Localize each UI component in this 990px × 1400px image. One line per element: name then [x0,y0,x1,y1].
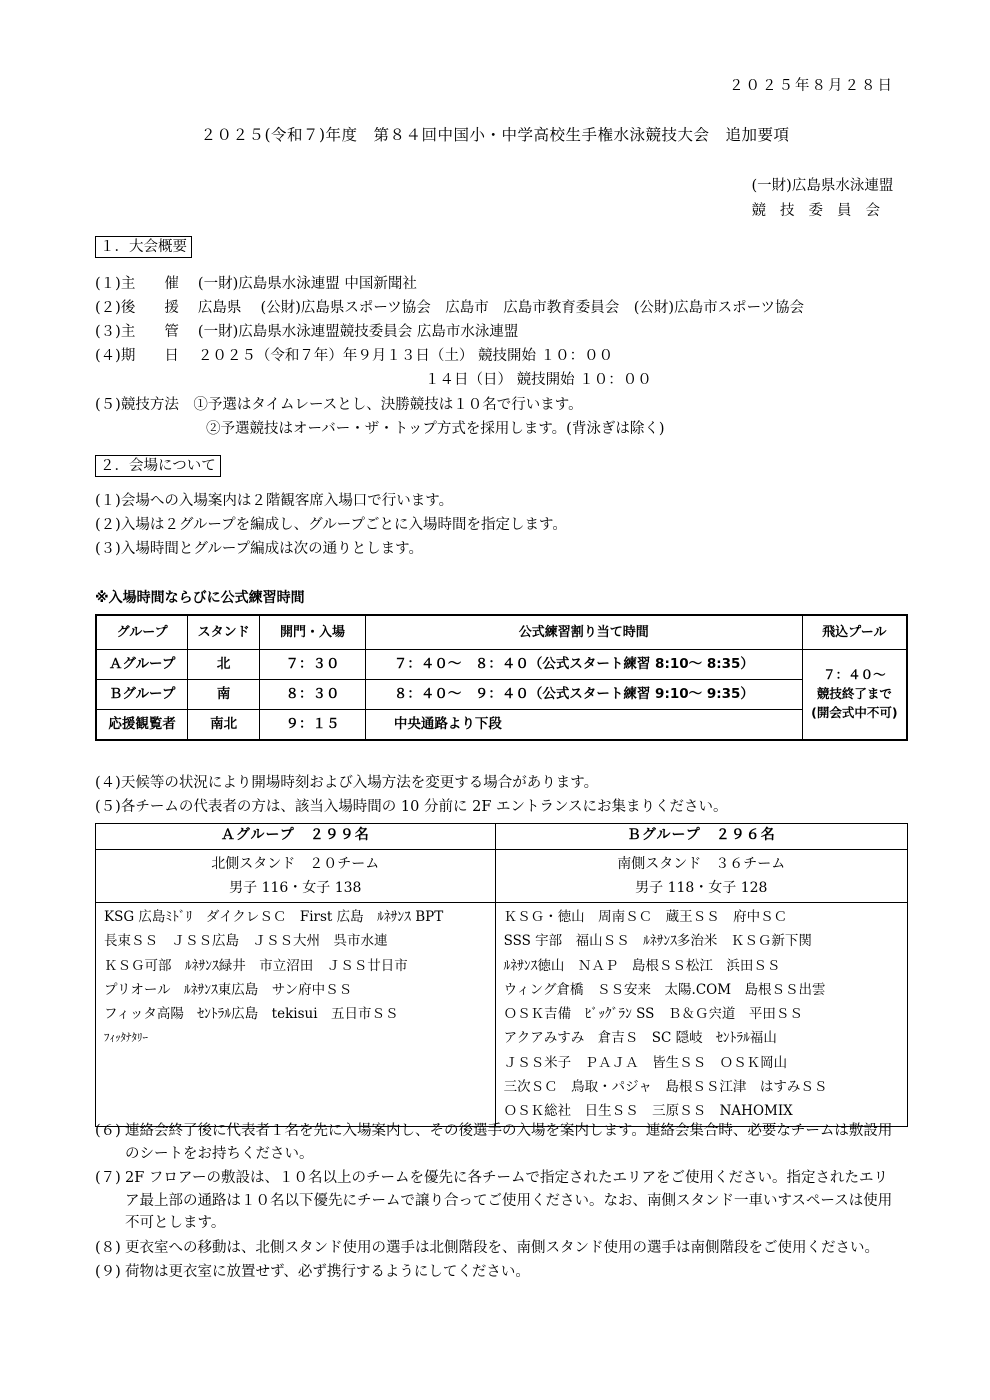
overview-line-4: (４)期 日 ２０２５（令和７年）年９月１３日（土） 競技開始 １０：００ [95,348,614,364]
group-table [95,823,908,1127]
group-a-teams [96,903,496,1127]
list-item: ﾌｨｯﾀﾅﾀﾘｰ [104,1031,148,1045]
note-6-num: (６) [95,1123,121,1139]
list-item: ﾙﾈｻﾝｽ徳山 ＮＡＰ 島根ＳＳ松江 浜田ＳＳ [503,957,781,974]
table-row [96,680,907,710]
note-7 [95,1167,900,1235]
header-group: グループ [96,615,188,650]
list-item: ＯＳＫ吉備 ﾋﾞｯｸﾞﾗﾝ SS Ｂ＆Ｇ宍道 平田ＳＳ [503,1006,803,1023]
row-spectator-group: 応援観覧者 [96,710,188,741]
row-spectator-entry: ９：１５ [260,710,366,741]
row-b-group: Ｂグループ [96,680,188,710]
schedule-header-row [96,615,907,650]
row-spectator-practice: 中央通路より下段 [365,710,802,741]
pool-cell [802,650,907,741]
venue-line-2: (２)入場は２グループを編成し、グループごとに入場時間を指定します。 [95,517,567,533]
group-a-summary [96,850,496,903]
group-a-count: 男子 116・女子 138 [229,880,362,896]
pool-start: ７：４０～ [823,667,886,683]
group-a-stand: 北側スタンド ２０チーム [211,856,380,872]
overview-line-1: (１)主 催 (一財)広島県水泳連盟 中国新聞社 [95,276,417,292]
overview-line-6: (５)競技方法 ①予選はタイムレースとし、決勝競技は１０名で行います。 [95,397,583,413]
row-spectator-stand: 南北 [188,710,260,741]
organizer-name: (一財)広島県水泳連盟 [751,178,894,194]
row-a-group: Ａグループ [96,650,188,680]
overview-line-2: (２)後 援 広島県 (公財)広島県スポーツ協会 広島市 広島市教育委員会 (公財)広島市スポーツ協会 [95,300,804,316]
end-notes [95,1120,900,1284]
list-item: SSS 宇部 福山ＳＳ ﾙﾈｻﾝｽ多治米 ＫＳＧ新下関 [503,933,812,950]
header-practice: 公式練習割り当て時間 [365,615,802,650]
overview-line-7: ②予選競技はオーバー・ザ・トップ方式を採用します。(背泳ぎは除く) [206,421,665,437]
list-item: ＪＳＳ米子 ＰＡＪＡ 皆生ＳＳ ＯＳＫ岡山 [503,1054,788,1071]
group-b-summary [495,850,907,903]
row-a-entry: ７：３０ [260,650,366,680]
row-b-practice: ８：４０～ ９：４０（公式スタート練習 9:10～ 9:35） [365,680,802,710]
section2-heading: ２．会場について [95,455,221,477]
organizer-committee: 競技委員会 [751,203,894,219]
list-item: ウィング倉橋 ＳＳ安来 太陽.COM 島根ＳＳ出雲 [503,981,826,998]
note-9-num: (９) [95,1264,121,1280]
list-item: ＯＳＫ総社 日生ＳＳ 三原ＳＳ NAHOMIX [503,1103,793,1120]
list-item: ＫＳＧ・徳山 周南ＳＣ 蔵王ＳＳ 府中ＳＣ [503,909,788,925]
note-7-text: 2F フロアーの敷設は、１０名以上のチームを優先に各チームで指定されたエリアをご使用ください。指定されたエリア最上部の通路は１０名以下優先にチームで譲り合ってご使用ください。なお、南側スタンド一車いすスペースは使用不可とします。 [125,1170,893,1231]
pool-note: (開会式中不可) [811,704,898,720]
group-b-title: Ｂグループ ２９６名 [495,824,907,850]
organizer-block [752,178,895,228]
pool-until: 競技終了まで [816,686,892,702]
note-6 [95,1120,900,1165]
list-item: フィッタ高陽 ｾﾝﾄﾗﾙ広島 tekisui 五日市ＳＳ [104,1006,399,1023]
row-a-practice: ７：４０～ ８：４０（公式スタート練習 8:10～ 8:35） [365,650,802,680]
row-b-entry: ８：３０ [260,680,366,710]
venue-line-1: (１)会場への入場案内は２階観客席入場口で行います。 [95,493,454,509]
group-a-title: Ａグループ ２９９名 [96,824,496,850]
row-a-stand: 北 [188,650,260,680]
list-item: 三次ＳＣ 鳥取・パジャ 島根ＳＳ江津 はすみＳＳ [503,1079,828,1096]
overview-line-3: (３)主 管 (一財)広島県水泳連盟競技委員会 広島市水泳連盟 [95,324,519,340]
section1-heading: １．大会概要 [95,236,192,258]
table-row [96,710,907,741]
schedule-heading: ※入場時間ならびに公式練習時間 [95,590,305,606]
group-b-count: 男子 118・女子 128 [635,880,768,896]
overview-line-5: １４日（日） 競技開始 １０：００ [425,372,652,388]
group-b-teams [495,903,907,1127]
note-8 [95,1237,900,1260]
header-stand: スタンド [188,615,260,650]
document-title: ２０２５(令和７)年度 第８４回中国小・中学高校生手権水泳競技大会 追加要項 [200,126,790,144]
note-6-text: 連絡会終了後に代表者１名を先に入場案内し、その後選手の入場を案内します。連絡会集合時、必要なチームは敷設用のシートをお持ちください。 [125,1123,893,1162]
note-9 [95,1261,900,1284]
table-row [96,650,907,680]
note-4: (４)天候等の状況により開場時刻および入場方法を変更する場合があります。 [95,775,599,791]
note-5: (５)各チームの代表者の方は、該当入場時間の 10 分前に 2F エントランスにお集まりください。 [95,799,728,815]
list-item: プリオール ﾙﾈｻﾝｽ東広島 サン府中ＳＳ [104,981,353,998]
list-item: 長束ＳＳ ＪＳＳ広島 ＪＳＳ大州 呉市水連 [104,933,388,950]
list-item: アクアみすみ 倉吉Ｓ SC 隠岐 ｾﾝﾄﾗﾙ福山 [503,1030,777,1047]
document-date: ２０２５年８月２８日 [729,78,894,94]
note-8-num: (８) [95,1239,121,1256]
row-b-stand: 南 [188,680,260,710]
schedule-table [95,614,908,741]
list-item: ＫＳＧ可部 ﾙﾈｻﾝｽ緑井 市立沼田 ＪＳＳ廿日市 [104,957,408,974]
note-7-num: (７) [95,1170,121,1186]
note-9-text: 荷物は更衣室に放置せず、必ず携行するようにしてください。 [125,1264,530,1280]
header-pool: 飛込プール [802,615,907,650]
header-entry: 開門・入場 [260,615,366,650]
note-8-text: 更衣室への移動は、北側スタンド使用の選手は北側階段を、南側スタンド使用の選手は南側階段をご使用ください。 [125,1239,879,1256]
venue-line-3: (３)入場時間とグループ編成は次の通りとします。 [95,541,423,557]
list-item: KSG 広島ﾐﾄﾞﾘ ダイクレＳＣ First 広島 ﾙﾈｻﾝｽ BPT [104,909,444,925]
group-b-stand: 南側スタンド ３６チーム [617,856,786,872]
